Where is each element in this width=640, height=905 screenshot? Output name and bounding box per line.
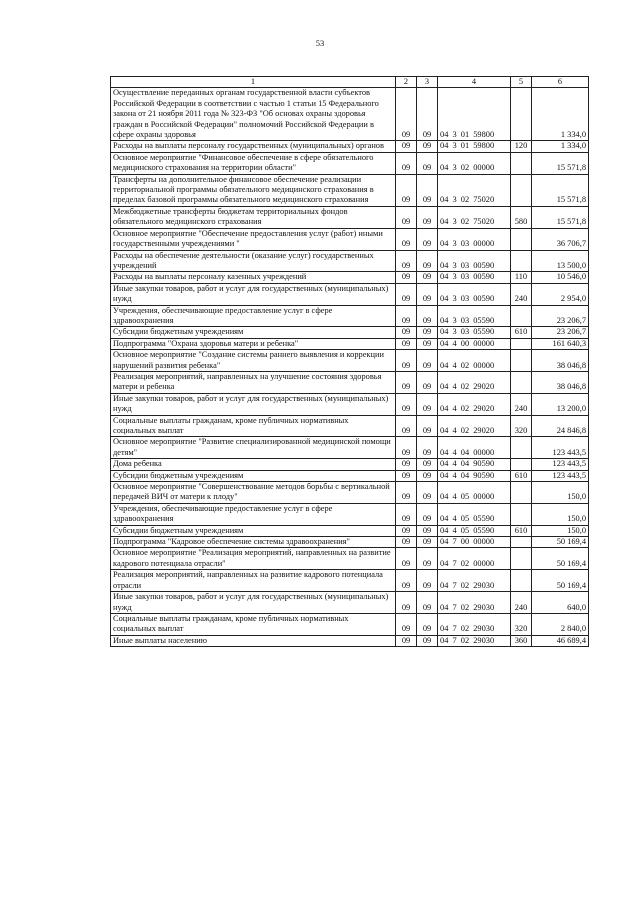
item-name: Субсидии бюджетным учреждениям (111, 525, 396, 536)
section-code: 09 (396, 613, 417, 635)
amount: 1 334,0 (532, 88, 589, 141)
section-code: 09 (396, 174, 417, 206)
item-name: Реализация мероприятий, направленных на улучшение состояния здоровья матери и ребенка (111, 371, 396, 393)
table-row (111, 272, 589, 283)
section-code: 09 (396, 350, 417, 372)
item-name: Основное мероприятие "Обеспечение предоставления услуг (работ) иными государственными учреждениями " (111, 228, 396, 250)
column-header: 5 (511, 77, 532, 88)
expense-type-code: 360 (511, 635, 532, 646)
table-row (111, 470, 589, 481)
table-row (111, 548, 589, 570)
target-article-code: 04 7 02 29030 (438, 570, 511, 592)
amount: 150,0 (532, 525, 589, 536)
section-code: 09 (396, 592, 417, 614)
table-row (111, 537, 589, 548)
amount: 46 689,4 (532, 635, 589, 646)
subsection-code: 09 (417, 88, 438, 141)
subsection-code: 09 (417, 537, 438, 548)
target-article-code: 04 7 02 00000 (438, 548, 511, 570)
subsection-code: 09 (417, 152, 438, 174)
table-row (111, 525, 589, 536)
table-row (111, 437, 589, 459)
item-name: Основное мероприятие "Развитие специализированной медицинской помощи детям" (111, 437, 396, 459)
expense-type-code (511, 503, 532, 525)
item-name: Социальные выплаты гражданам, кроме публичных нормативных социальных выплат (111, 415, 396, 437)
amount: 161 640,3 (532, 338, 589, 349)
item-name: Иные закупки товаров, работ и услуг для государственных (муниципальных) нужд (111, 393, 396, 415)
amount: 50 169,4 (532, 537, 589, 548)
amount: 2 840,0 (532, 613, 589, 635)
amount: 23 206,7 (532, 327, 589, 338)
table-row (111, 503, 589, 525)
table-row (111, 393, 589, 415)
subsection-code: 09 (417, 613, 438, 635)
section-code: 09 (396, 635, 417, 646)
target-article-code: 04 4 04 00000 (438, 437, 511, 459)
subsection-code: 09 (417, 206, 438, 228)
amount: 50 169,4 (532, 570, 589, 592)
table-row (111, 613, 589, 635)
subsection-code: 09 (417, 592, 438, 614)
expense-type-code: 240 (511, 592, 532, 614)
target-article-code: 04 3 01 59800 (438, 141, 511, 152)
subsection-code: 09 (417, 350, 438, 372)
amount: 13 500,0 (532, 250, 589, 272)
table-row (111, 415, 589, 437)
target-article-code: 04 4 02 29020 (438, 393, 511, 415)
item-name: Основное мероприятие "Финансовое обеспечение в сфере обязательного медицинского страхования на территории области" (111, 152, 396, 174)
section-code: 09 (396, 152, 417, 174)
target-article-code: 04 4 05 05590 (438, 503, 511, 525)
budget-table (110, 76, 589, 647)
item-name: Основное мероприятие "Создание системы раннего выявления и коррекции нарушений развития ребенка" (111, 350, 396, 372)
target-article-code: 04 4 00 00000 (438, 338, 511, 349)
section-code: 09 (396, 470, 417, 481)
item-name: Субсидии бюджетным учреждениям (111, 470, 396, 481)
expense-type-code: 120 (511, 141, 532, 152)
amount: 15 571,8 (532, 206, 589, 228)
item-name: Реализация мероприятий, направленных на развитие кадрового потенциала отрасли (111, 570, 396, 592)
item-name: Основное мероприятие "Реализация мероприятий, направленных на развитие кадрового потенциала отрасли" (111, 548, 396, 570)
expense-type-code (511, 459, 532, 470)
amount: 150,0 (532, 503, 589, 525)
amount: 38 046,8 (532, 371, 589, 393)
column-header: 4 (438, 77, 511, 88)
expense-type-code (511, 350, 532, 372)
column-header: 3 (417, 77, 438, 88)
expense-type-code: 240 (511, 393, 532, 415)
expense-type-code (511, 570, 532, 592)
expense-type-code (511, 482, 532, 504)
subsection-code: 09 (417, 371, 438, 393)
subsection-code: 09 (417, 503, 438, 525)
section-code: 09 (396, 327, 417, 338)
section-code: 09 (396, 206, 417, 228)
item-name: Расходы на выплаты персоналу казенных учреждений (111, 272, 396, 283)
subsection-code: 09 (417, 437, 438, 459)
item-name: Расходы на обеспечение деятельности (оказание услуг) государственных учреждений (111, 250, 396, 272)
subsection-code: 09 (417, 174, 438, 206)
target-article-code: 04 3 03 00590 (438, 283, 511, 305)
section-code: 09 (396, 570, 417, 592)
table-row (111, 592, 589, 614)
table-row (111, 141, 589, 152)
amount: 13 200,0 (532, 393, 589, 415)
expense-type-code: 610 (511, 525, 532, 536)
expense-type-code (511, 174, 532, 206)
table-row (111, 152, 589, 174)
target-article-code: 04 7 02 29030 (438, 613, 511, 635)
table-header-row (111, 77, 589, 88)
target-article-code: 04 3 03 00000 (438, 228, 511, 250)
expense-type-code: 580 (511, 206, 532, 228)
expense-type-code: 110 (511, 272, 532, 283)
target-article-code: 04 4 02 29020 (438, 415, 511, 437)
item-name: Социальные выплаты гражданам, кроме публичных нормативных социальных выплат (111, 613, 396, 635)
section-code: 09 (396, 88, 417, 141)
amount: 23 206,7 (532, 305, 589, 327)
section-code: 09 (396, 228, 417, 250)
target-article-code: 04 7 02 29030 (438, 635, 511, 646)
expense-type-code: 610 (511, 327, 532, 338)
amount: 15 571,8 (532, 174, 589, 206)
table-row (111, 635, 589, 646)
section-code: 09 (396, 338, 417, 349)
item-name: Дома ребенка (111, 459, 396, 470)
table-row (111, 459, 589, 470)
target-article-code: 04 4 04 90590 (438, 470, 511, 481)
subsection-code: 09 (417, 305, 438, 327)
section-code: 09 (396, 272, 417, 283)
item-name: Учреждения, обеспечивающие предоставление услуг в сфере здравоохранения (111, 503, 396, 525)
amount: 50 169,4 (532, 548, 589, 570)
subsection-code: 09 (417, 283, 438, 305)
section-code: 09 (396, 437, 417, 459)
amount: 2 954,0 (532, 283, 589, 305)
item-name: Межбюджетные трансферты бюджетам территориальных фондов обязательного медицинского страхования (111, 206, 396, 228)
expense-type-code (511, 305, 532, 327)
target-article-code: 04 4 04 90590 (438, 459, 511, 470)
section-code: 09 (396, 141, 417, 152)
expense-type-code (511, 250, 532, 272)
section-code: 09 (396, 525, 417, 536)
table-row (111, 174, 589, 206)
table-body (111, 88, 589, 647)
amount: 640,0 (532, 592, 589, 614)
subsection-code: 09 (417, 272, 438, 283)
item-name: Иные закупки товаров, работ и услуг для государственных (муниципальных) нужд (111, 592, 396, 614)
amount: 36 706,7 (532, 228, 589, 250)
item-name: Основное мероприятие "Совершенствование методов борьбы с вертикальной передачей ВИЧ от матери к плоду" (111, 482, 396, 504)
section-code: 09 (396, 305, 417, 327)
target-article-code: 04 7 02 29030 (438, 592, 511, 614)
subsection-code: 09 (417, 525, 438, 536)
target-article-code: 04 4 02 00000 (438, 350, 511, 372)
item-name: Подпрограмма "Кадровое обеспечение системы здравоохранения" (111, 537, 396, 548)
expense-type-code: 320 (511, 415, 532, 437)
section-code: 09 (396, 371, 417, 393)
column-header: 1 (111, 77, 396, 88)
table-row (111, 283, 589, 305)
item-name: Трансферты на дополнительное финансовое обеспечение реализации территориальной программы обязательного медицинского страхования в пределах базовой программы обязательного медицинского страхования (111, 174, 396, 206)
expense-type-code: 240 (511, 283, 532, 305)
amount: 38 046,8 (532, 350, 589, 372)
section-code: 09 (396, 393, 417, 415)
subsection-code: 09 (417, 459, 438, 470)
amount: 1 334,0 (532, 141, 589, 152)
item-name: Подпрограмма "Охрана здоровья матери и ребенка" (111, 338, 396, 349)
item-name: Учреждения, обеспечивающие предоставление услуг в сфере здравоохранения (111, 305, 396, 327)
subsection-code: 09 (417, 548, 438, 570)
table-row (111, 482, 589, 504)
target-article-code: 04 3 02 75020 (438, 206, 511, 228)
expense-type-code (511, 371, 532, 393)
expense-type-code: 610 (511, 470, 532, 481)
section-code: 09 (396, 459, 417, 470)
subsection-code: 09 (417, 415, 438, 437)
column-header: 6 (532, 77, 589, 88)
target-article-code: 04 4 02 29020 (438, 371, 511, 393)
expense-type-code (511, 228, 532, 250)
target-article-code: 04 3 03 05590 (438, 305, 511, 327)
expense-type-code (511, 88, 532, 141)
amount: 15 571,8 (532, 152, 589, 174)
table-row (111, 305, 589, 327)
subsection-code: 09 (417, 393, 438, 415)
section-code: 09 (396, 482, 417, 504)
expense-type-code (511, 537, 532, 548)
item-name: Субсидии бюджетным учреждениям (111, 327, 396, 338)
item-name: Осуществление переданных органам государственной власти субъектов Российской Федерации в соответствии с частью 1 статьи 15 Федерального закона от 21 ноября 2011 года № 323-ФЗ "Об основах охраны здоровья граждан в Российской Федерации" полномочий Российской Федерации в сфере охраны здоровья (111, 88, 396, 141)
subsection-code: 09 (417, 470, 438, 481)
expense-type-code (511, 548, 532, 570)
subsection-code: 09 (417, 635, 438, 646)
expense-type-code (511, 338, 532, 349)
table-row (111, 338, 589, 349)
amount: 10 546,0 (532, 272, 589, 283)
item-name: Расходы на выплаты персоналу государственных (муниципальных) органов (111, 141, 396, 152)
table-row (111, 570, 589, 592)
column-header: 2 (396, 77, 417, 88)
target-article-code: 04 7 00 00000 (438, 537, 511, 548)
subsection-code: 09 (417, 570, 438, 592)
table-row (111, 88, 589, 141)
subsection-code: 09 (417, 250, 438, 272)
target-article-code: 04 4 05 00000 (438, 482, 511, 504)
amount: 150,0 (532, 482, 589, 504)
section-code: 09 (396, 537, 417, 548)
expense-type-code (511, 152, 532, 174)
table-row (111, 250, 589, 272)
amount: 123 443,5 (532, 437, 589, 459)
table-row (111, 228, 589, 250)
item-name: Иные закупки товаров, работ и услуг для государственных (муниципальных) нужд (111, 283, 396, 305)
target-article-code: 04 3 02 00000 (438, 152, 511, 174)
target-article-code: 04 3 01 59800 (438, 88, 511, 141)
expense-type-code (511, 437, 532, 459)
subsection-code: 09 (417, 482, 438, 504)
table-row (111, 350, 589, 372)
table-row (111, 327, 589, 338)
subsection-code: 09 (417, 338, 438, 349)
table-row (111, 371, 589, 393)
section-code: 09 (396, 283, 417, 305)
target-article-code: 04 3 03 00590 (438, 272, 511, 283)
subsection-code: 09 (417, 327, 438, 338)
target-article-code: 04 3 03 05590 (438, 327, 511, 338)
page-number: 53 (315, 38, 325, 48)
section-code: 09 (396, 503, 417, 525)
amount: 24 846,8 (532, 415, 589, 437)
amount: 123 443,5 (532, 459, 589, 470)
amount: 123 443,5 (532, 470, 589, 481)
target-article-code: 04 4 05 05590 (438, 525, 511, 536)
section-code: 09 (396, 415, 417, 437)
section-code: 09 (396, 548, 417, 570)
target-article-code: 04 3 02 75020 (438, 174, 511, 206)
target-article-code: 04 3 03 00590 (438, 250, 511, 272)
subsection-code: 09 (417, 228, 438, 250)
subsection-code: 09 (417, 141, 438, 152)
item-name: Иные выплаты населению (111, 635, 396, 646)
expense-type-code: 320 (511, 613, 532, 635)
section-code: 09 (396, 250, 417, 272)
table-row (111, 206, 589, 228)
